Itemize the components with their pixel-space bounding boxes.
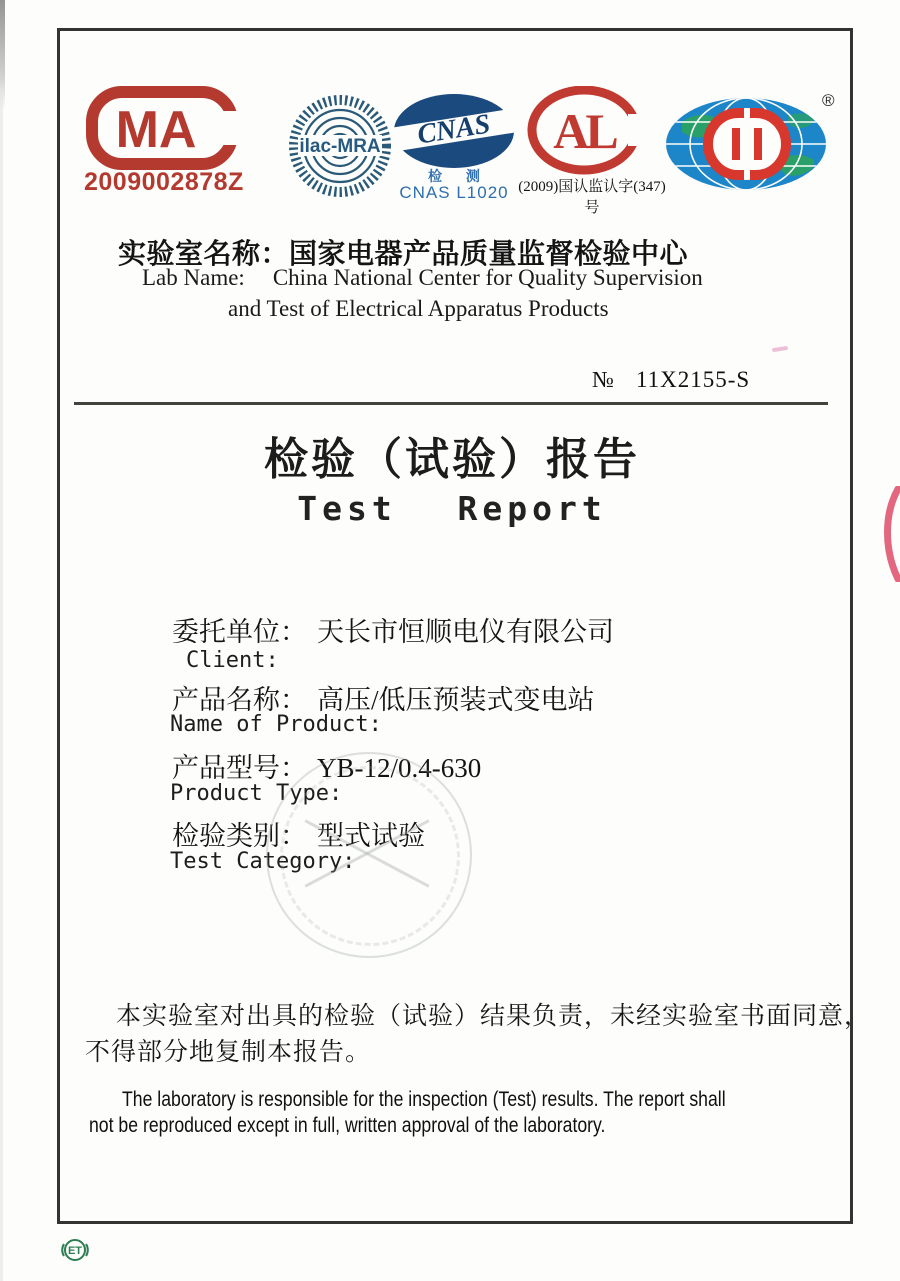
ilac-mra-label: ilac-MRA [299,136,381,157]
field-product-name-label-zh: 产品名称： [172,685,307,715]
scan-red-crescent-artifact [882,486,900,582]
lab-name-zh: 实验室名称：国家电器产品质量监督检验中心 [118,238,689,269]
field-product-type-label-en: Product Type: [170,781,343,806]
report-title-en: Test Report [297,489,607,528]
field-product-name-label-en: Name of Product: [170,712,382,737]
disclaimer-en-line1: The laboratory is responsible for the inspection (Test) results. The report shall [122,1088,726,1111]
cma-logo-icon [84,84,240,172]
cma-accreditation-code: 2009002878Z [84,168,244,196]
field-client-label-zh: 委托单位： [172,617,307,647]
et-label: ET [67,1245,83,1257]
cnas-logo-icon [390,92,518,170]
al-letters: AL [553,103,615,159]
al-logo-icon [524,86,652,178]
field-client-zh [172,610,614,649]
field-product-name-value: 高压/低压预装式变电站 [317,685,595,715]
globe-logo-icon [662,86,840,194]
field-client-value: 天长市恒顺电仪有限公司 [317,617,614,647]
field-test-category-value: 型式试验 [317,821,425,851]
watermark-stamp [266,752,474,960]
lab-name-label: Lab Name: [142,265,245,290]
lab-name-en-line2: and Test of Electrical Apparatus Products [228,296,609,321]
report-number: 11X2155-S [635,367,751,392]
disclaimer-zh-line1: 本实验室对出具的检验（试验）结果负责，未经实验室书面同意， [116,1003,871,1030]
field-test-category-label-en: Test Category: [170,849,356,874]
field-product-type-label-zh: 产品型号： [172,753,307,783]
header-divider-rule [74,402,828,405]
et-certification-icon [58,1236,92,1264]
lab-name-en-text: China National Center for Quality Supervision [272,265,703,290]
field-test-category-label-zh: 检验类别： [172,821,307,851]
scan-edge-strip [0,90,3,1281]
field-product-type-value: YB-12/0.4-630 [317,753,482,783]
cnas-lab-code: CNAS L1020 [399,183,509,202]
cma-letters: MA [115,101,197,159]
field-client-label-en: Client: [186,648,279,673]
disclaimer-en-line2: not be reproduced except in full, written approval of the laboratory. [89,1114,606,1137]
lab-name-en-line1 [142,265,703,291]
registered-trademark-symbol: ® [822,91,835,110]
report-number-label: № [592,367,614,392]
disclaimer-zh-line2: 不得部分地复制本报告。 [85,1039,372,1066]
cnas-caption-cn: 检 测 [428,168,490,184]
ilac-mra-logo-icon [287,90,393,202]
al-accreditation-caption: (2009)国认监认字(347)号 [518,179,666,216]
cnas-letters: CNAS [415,108,493,151]
report-number-line [592,367,750,393]
report-title-zh: 检验（试验）报告 [264,435,640,484]
